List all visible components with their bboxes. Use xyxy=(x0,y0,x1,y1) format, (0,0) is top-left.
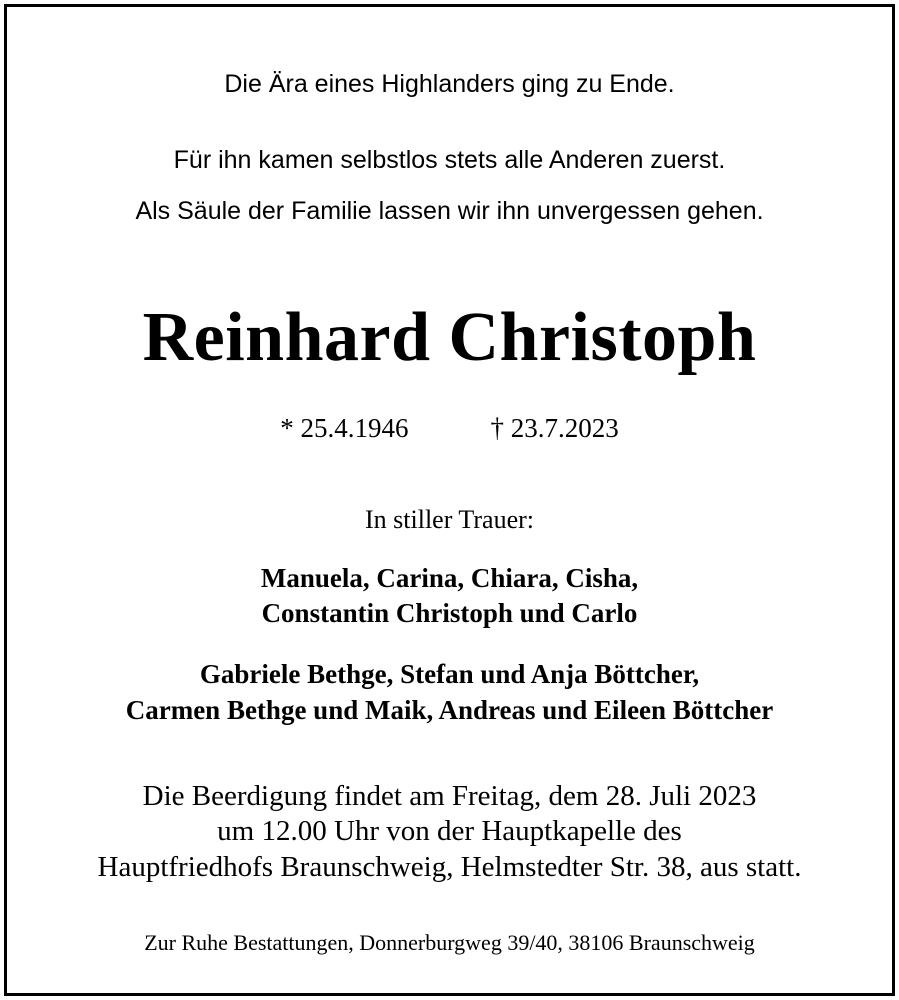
funeral-line-2: um 12.00 Uhr von der Hauptkapelle des xyxy=(217,815,682,847)
funeral-line-1: Die Beerdigung findet am Freitag, dem 28. Juli 2023 xyxy=(142,780,757,812)
death-date: † 23.7.2023 xyxy=(490,413,619,443)
mourners-label: In stiller Trauer: xyxy=(365,505,534,534)
mourners-group1-line1: Manuela, Carina, Chiara, Cisha, xyxy=(260,563,639,593)
mourners-group2-line2: Carmen Bethge und Maik, Andreas und Eileen Böttcher xyxy=(125,695,774,725)
intro-line-2: Für ihn kamen selbstlos stets alle Anderen zuerst. xyxy=(173,146,726,174)
birth-date: * 25.4.1946 xyxy=(280,413,409,443)
intro-line-3: Als Säule der Familie lassen wir ihn unvergessen gehen. xyxy=(135,197,764,225)
undertaker-info: Zur Ruhe Bestattungen, Donnerburgweg 39/40, 38106 Braunschweig xyxy=(144,930,755,955)
funeral-line-3: Hauptfriedhofs Braunschweig, Helmstedter Str. 38, aus statt. xyxy=(97,851,802,883)
life-dates xyxy=(0,413,899,444)
deceased-name: Reinhard Christoph xyxy=(142,299,757,376)
mourners-group2-line1: Gabriele Bethge, Stefan und Anja Böttcher, xyxy=(199,659,700,689)
mourners-group1-line2: Constantin Christoph und Carlo xyxy=(261,598,638,628)
intro-line-1: Die Ära eines Highlanders ging zu Ende. xyxy=(224,70,675,98)
